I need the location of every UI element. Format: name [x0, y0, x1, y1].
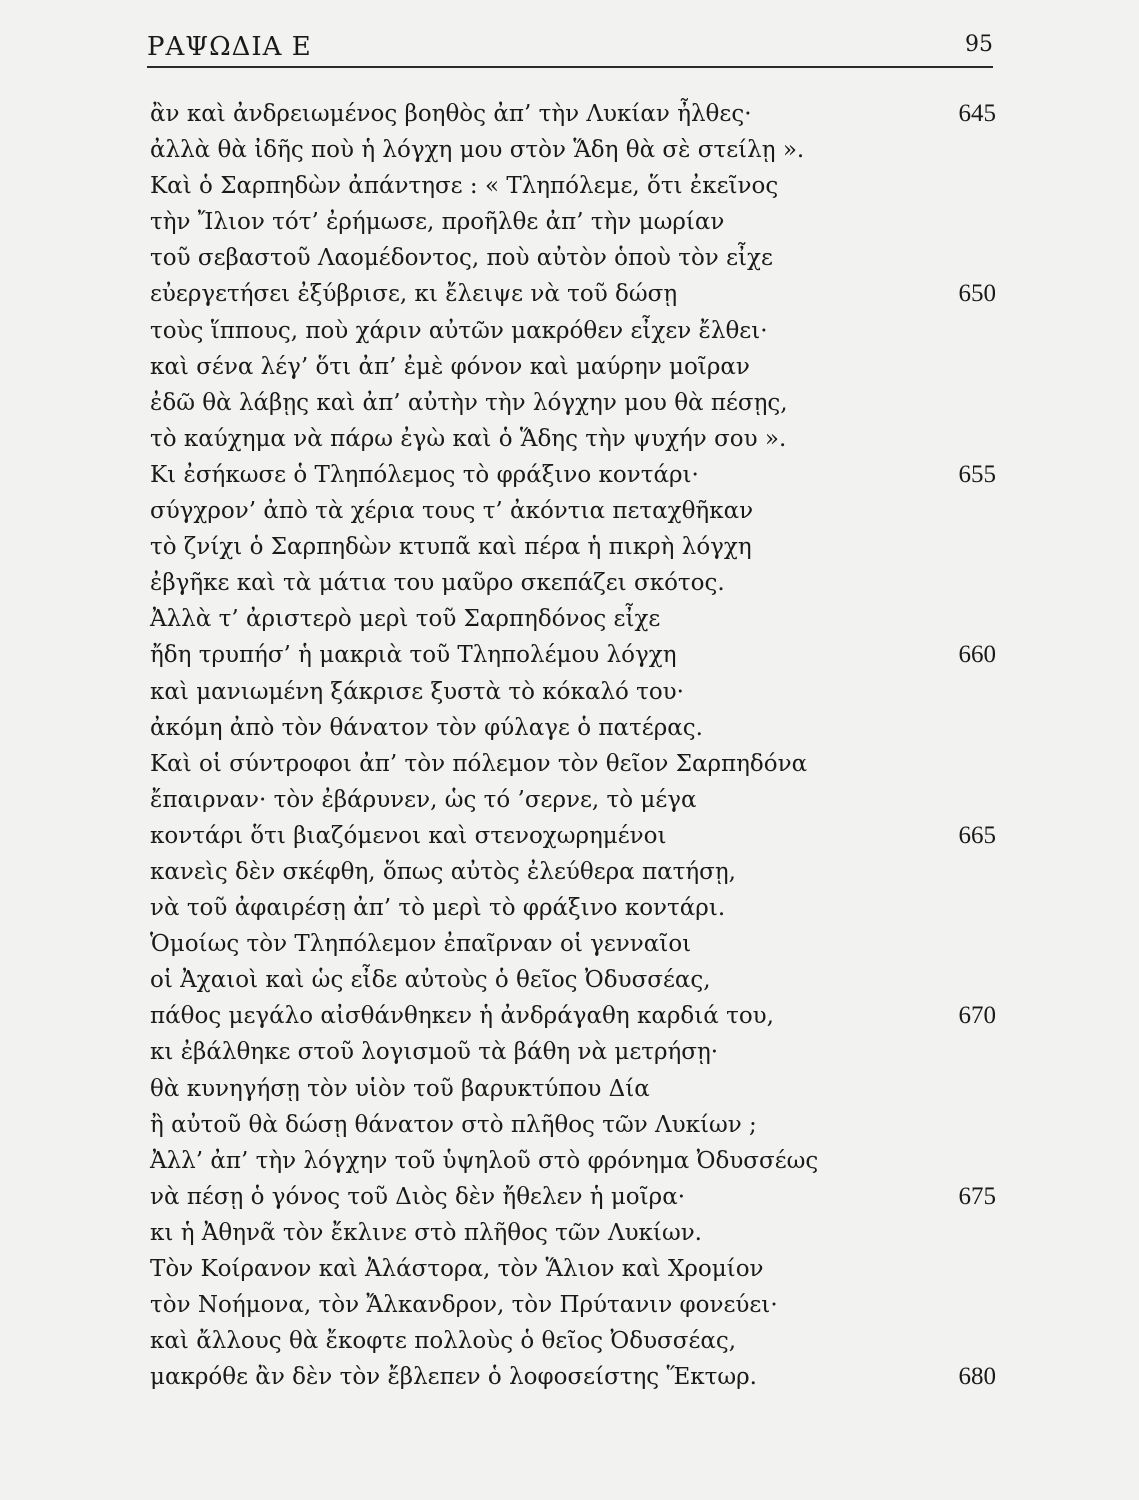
- verse-text: ἀκόμη ἀπὸ τὸν θάνατον τὸν φύλαγε ὁ πατέρας.: [150, 714, 703, 741]
- verse-line: [150, 818, 996, 854]
- verse-text: ἀλλὰ θὰ ἰδῆς ποὺ ἡ λόγχη μου στὸν Ἅδη θὰ σὲ στείλῃ ».: [150, 137, 805, 164]
- verse-text: τὴν Ἴλιον τότ’ ἐρήμωσε, προῆλθε ἀπ’ τὴν μωρίαν: [150, 209, 725, 236]
- verse-line: [150, 240, 996, 276]
- verse-text: νὰ πέσῃ ὁ γόνος τοῦ Διὸς δὲν ἤθελεν ἡ μοῖρα·: [150, 1183, 686, 1210]
- page-header: [147, 28, 993, 68]
- verse-text: καὶ σένα λέγ’ ὅτι ἀπ’ ἐμὲ φόνον καὶ μαύρην μοῖραν: [150, 353, 750, 380]
- verse-line: [150, 998, 996, 1034]
- verse-line: [150, 421, 996, 457]
- verse-line: [150, 276, 996, 312]
- verse-block: [150, 96, 996, 1395]
- verse-text: κανεὶς δὲν σκέφθη, ὅπως αὐτὸς ἐλεύθερα πατήσῃ,: [150, 858, 736, 885]
- line-number: 655: [958, 460, 996, 488]
- verse-line: [150, 746, 996, 782]
- verse-line: [150, 529, 996, 565]
- verse-line: [150, 313, 996, 349]
- verse-text: καὶ μανιωμένη ξάκρισε ξυστὰ τὸ κόκαλό του·: [150, 678, 684, 705]
- verse-line: [150, 349, 996, 385]
- verse-text: ἤδη τρυπήσ’ ἡ μακριὰ τοῦ Τληπολέμου λόγχη: [150, 642, 677, 669]
- line-number: 675: [958, 1182, 996, 1210]
- verse-line: [150, 926, 996, 962]
- verse-text: πάθος μεγάλο αἰσθάνθηκεν ἡ ἀνδράγαθη καρδιά του,: [150, 1003, 774, 1030]
- verse-text: θὰ κυνηγήσῃ τὸν υἱὸν τοῦ βαρυκτύπου Δία: [150, 1075, 650, 1102]
- verse-line: [150, 1215, 996, 1251]
- verse-line: [150, 168, 996, 204]
- verse-line: [150, 385, 996, 421]
- verse-line: [150, 1107, 996, 1143]
- verse-line: [150, 674, 996, 710]
- verse-line: [150, 493, 996, 529]
- verse-line: [150, 1034, 996, 1070]
- verse-line: [150, 1179, 996, 1215]
- verse-text: Καὶ οἱ σύντροφοι ἀπ’ τὸν πόλεμον τὸν θεῖον Σαρπηδόνα: [150, 750, 808, 777]
- line-number: 665: [958, 821, 996, 849]
- verse-line: [150, 854, 996, 890]
- verse-line: [150, 601, 996, 637]
- verse-text: τὸ ζνίχι ὁ Σαρπηδὼν κτυπᾶ καὶ πέρα ἡ πικρὴ λόγχη: [150, 534, 752, 561]
- line-number: 660: [958, 641, 996, 669]
- verse-text: εὐεργετήσει ἐξύβρισε, κι ἔλειψε νὰ τοῦ δώσῃ: [150, 281, 678, 308]
- verse-text: Ὁμοίως τὸν Τληπόλεμον ἐπαῖρναν οἱ γενναῖοι: [150, 931, 692, 958]
- verse-text: Καὶ ὁ Σαρπηδὼν ἀπάντησε : « Τληπόλεμε, ὅτι ἐκεῖνος: [150, 173, 779, 200]
- header-divider: [147, 66, 993, 68]
- verse-line: [150, 1143, 996, 1179]
- verse-text: τὸ καύχημα νὰ πάρω ἐγὼ καὶ ὁ Ἅδης τὴν ψυχήν σου ».: [150, 425, 787, 452]
- verse-text: τοῦ σεβαστοῦ Λαομέδοντος, ποὺ αὐτὸν ὁποὺ τὸν εἶχε: [150, 245, 773, 272]
- verse-text: τὸν Νοήμονα, τὸν Ἄλκανδρον, τὸν Πρύτανιν φονεύει·: [150, 1292, 778, 1319]
- verse-text: Κι ἐσήκωσε ὁ Τληπόλεμος τὸ φράξινο κοντάρι·: [150, 461, 699, 488]
- page-number: 95: [965, 32, 993, 57]
- verse-line: [150, 1287, 996, 1323]
- verse-text: οἱ Ἀχαιοὶ καὶ ὡς εἶδε αὐτοὺς ὁ θεῖος Ὀδυσσέας,: [150, 967, 711, 994]
- verse-text: κι ἡ Ἀθηνᾶ τὸν ἔκλινε στὸ πλῆθος τῶν Λυκίων.: [150, 1219, 702, 1246]
- verse-line: [150, 132, 996, 168]
- line-number: 645: [958, 100, 996, 127]
- verse-text: μακρόθε ἂν δὲν τὸν ἔβλεπεν ὁ λοφοσείστης Ἕκτωρ.: [150, 1364, 757, 1391]
- verse-text: ἐβγῆκε καὶ τὰ μάτια του μαῦρο σκεπάζει σκότος.: [150, 570, 725, 597]
- verse-text: Ἀλλὰ τ’ ἀριστερὸ μερὶ τοῦ Σαρπηδόνος εἶχε: [150, 606, 661, 633]
- verse-line: [150, 710, 996, 746]
- verse-line: [150, 782, 996, 818]
- verse-text: ἢ αὐτοῦ θὰ δώσῃ θάνατον στὸ πλῆθος τῶν Λυκίων ;: [150, 1111, 757, 1138]
- verse-text: Ἀλλ’ ἀπ’ τὴν λόγχην τοῦ ὑψηλοῦ στὸ φρόνημα Ὀδυσσέως: [150, 1147, 819, 1174]
- verse-line: [150, 457, 996, 493]
- line-number: 680: [958, 1363, 996, 1391]
- verse-text: νὰ τοῦ ἀφαιρέσῃ ἀπ’ τὸ μερὶ τὸ φράξινο κοντάρι.: [150, 895, 726, 922]
- verse-line: [150, 1251, 996, 1287]
- verse-text: ἐδῶ θὰ λάβῃς καὶ ἀπ’ αὐτὴν τὴν λόγχην μου θὰ πέσῃς,: [150, 389, 788, 416]
- verse-text: σύγχρον’ ἀπὸ τὰ χέρια τους τ’ ἀκόντια πεταχθῆκαν: [150, 498, 754, 525]
- verse-line: [150, 565, 996, 601]
- verse-text: κοντάρι ὅτι βιαζόμενοι καὶ στενοχωρημένοι: [150, 822, 667, 849]
- verse-text: Τὸν Κοίρανον καὶ Ἀλάστορα, τὸν Ἅλιον καὶ Χρομίον: [150, 1256, 764, 1282]
- verse-text: τοὺς ἵππους, ποὺ χάριν αὐτῶν μακρόθεν εἶχεν ἔλθει·: [150, 317, 768, 344]
- verse-line: [150, 1359, 996, 1395]
- verse-line: [150, 96, 996, 132]
- verse-line: [150, 204, 996, 240]
- line-number: 650: [958, 280, 996, 308]
- verse-line: [150, 637, 996, 673]
- verse-text: ἂν καὶ ἀνδρειωμένος βοηθὸς ἀπ’ τὴν Λυκίαν ἦλθες·: [150, 101, 752, 127]
- verse-text: κι ἐβάλθηκε στοῦ λογισμοῦ τὰ βάθη νὰ μετρήσῃ·: [150, 1039, 719, 1066]
- running-title: ΡΑΨΩΔΙΑ Ε: [147, 32, 312, 62]
- verse-text: ἔπαιρναν· τὸν ἐβάρυνεν, ὡς τό ’σερνε, τὸ μέγα: [150, 786, 697, 813]
- verse-line: [150, 962, 996, 998]
- verse-line: [150, 1323, 996, 1359]
- line-number: 670: [958, 1002, 996, 1030]
- verse-line: [150, 1071, 996, 1107]
- verse-text: καὶ ἄλλους θὰ ἔκοφτε πολλοὺς ὁ θεῖος Ὀδυσσέας,: [150, 1328, 737, 1355]
- verse-line: [150, 890, 996, 926]
